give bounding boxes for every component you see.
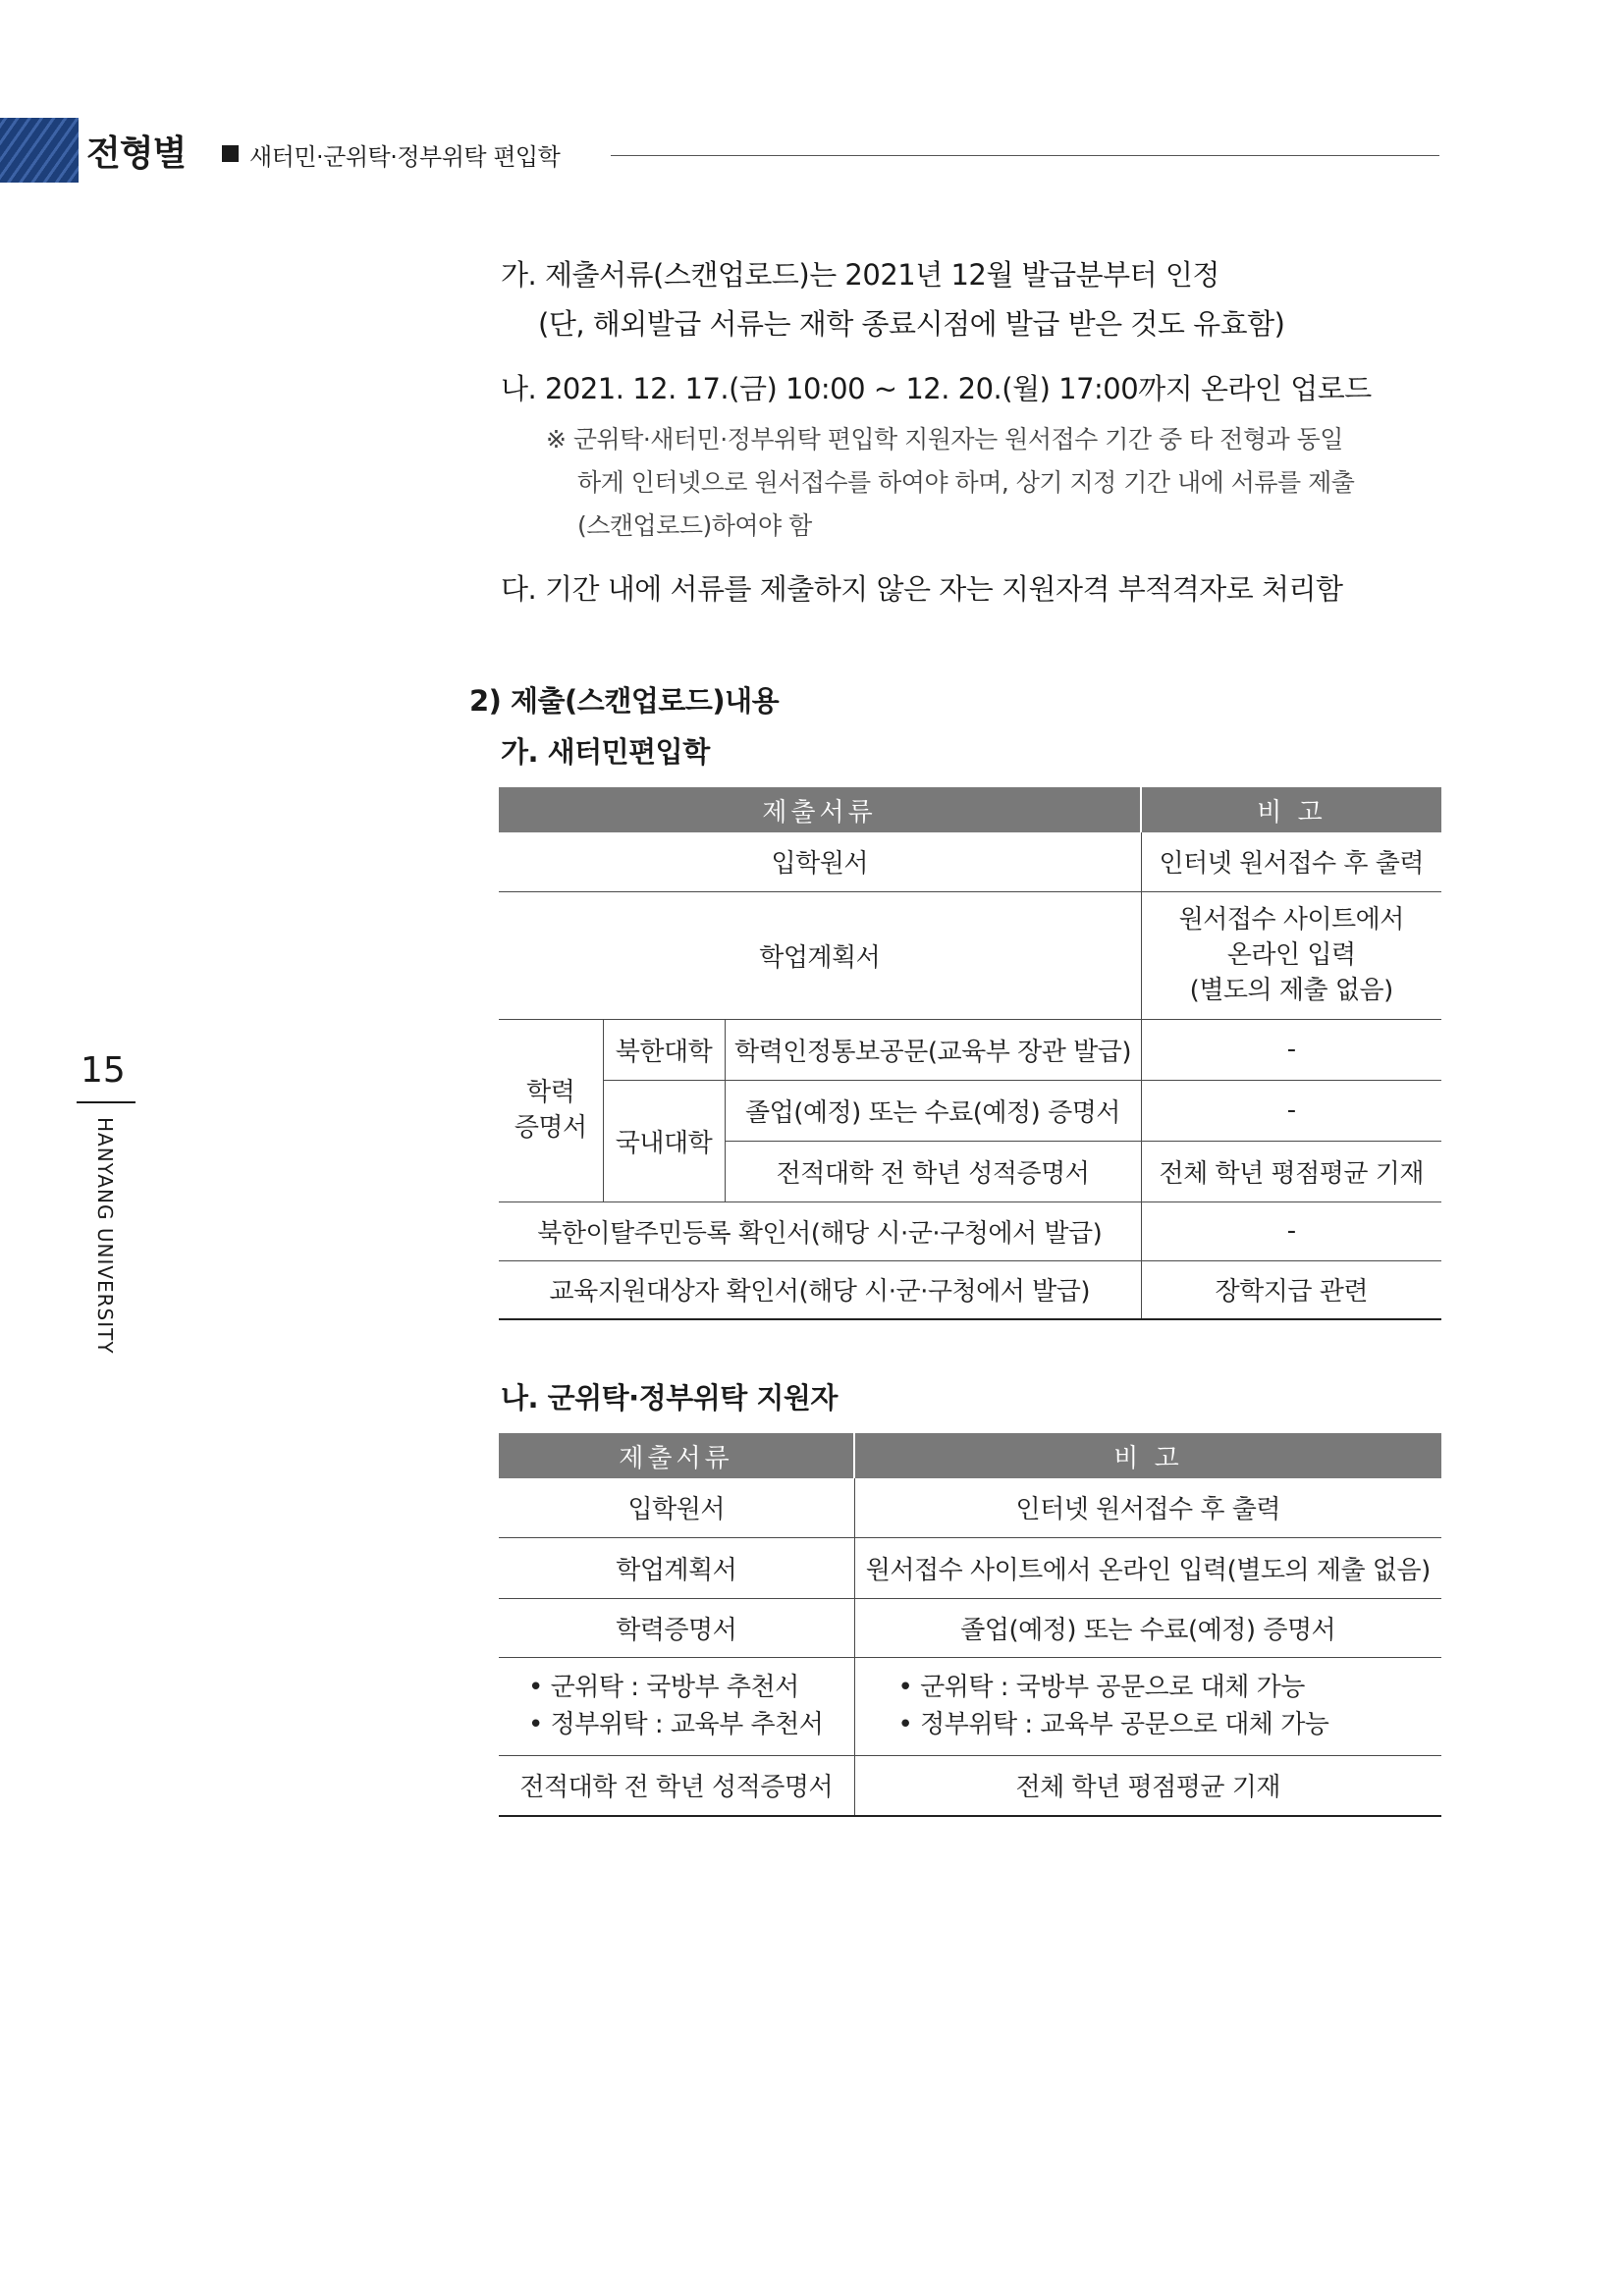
bullet-line: • 정부위탁 : 교육부 추천서: [528, 1710, 824, 1739]
table-row: [499, 832, 1441, 891]
item-da-line1: 다. 기간 내에 서류를 제출하지 않은 자는 지원자격 부적격자로 처리함: [501, 572, 1343, 606]
table-row: [499, 1019, 1441, 1080]
doc-cell: 북한이탈주민등록 확인서(해당 시·군·구청에서 발급): [499, 1201, 1141, 1260]
edu-label-line: 증명서: [514, 1113, 587, 1143]
edu-cert-label: [499, 1019, 603, 1201]
section-subtitle: 새터민·군위탁·정부위탁 편입학: [249, 143, 561, 171]
header-note: 비 고: [1141, 787, 1441, 832]
doc-cell: 입학원서: [771, 849, 868, 880]
item-ga-line1: 가. 제출서류(스캔업로드)는 2021년 12월 발급분부터 인정: [501, 258, 1219, 292]
doc-cell: 전적대학 전 학년 성적증명서: [725, 1141, 1141, 1201]
edu-label-line: 학력: [526, 1078, 575, 1107]
note-cell: 인터넷 원서접수 후 출력: [854, 1478, 1441, 1537]
table-row: [499, 891, 1441, 1019]
note-cell: 인터넷 원서접수 후 출력: [1141, 832, 1441, 891]
square-bullet-icon: [222, 145, 239, 162]
note-cell: -: [1141, 1019, 1441, 1080]
note-cell: 졸업(예정) 또는 수료(예정) 증명서: [854, 1598, 1441, 1657]
item-ga-line2: (단, 해외발급 서류는 재학 종료시점에 발급 받은 것도 유효함): [538, 307, 1285, 341]
note-cell: [1141, 891, 1441, 1019]
note-cell: 장학지급 관련: [1141, 1260, 1441, 1319]
table-saeteomin: [499, 787, 1441, 1320]
bullet-line: • 군위탁 : 국방부 추천서: [528, 1673, 799, 1702]
note-cell: -: [1141, 1080, 1441, 1141]
bullet-line: • 정부위탁 : 교육부 공문으로 대체 가능: [897, 1710, 1329, 1739]
doc-cell: 교육지원대상자 확인서(해당 시·군·구청에서 발급): [499, 1260, 1141, 1319]
note-cell: 전체 학년 평점평균 기재: [854, 1755, 1441, 1816]
note-cell: 전체 학년 평점평균 기재: [1141, 1141, 1441, 1201]
note-line3: (스캔업로드)하여야 함: [577, 511, 812, 540]
doc-cell: [499, 1657, 854, 1755]
domestic-univ-cell: 국내대학: [603, 1080, 725, 1201]
doc-cell: 입학원서: [627, 1495, 725, 1525]
north-univ-cell: 북한대학: [603, 1019, 725, 1080]
note-line: (별도의 제출 없음): [1189, 976, 1393, 1005]
section2-heading: 2) 제출(스캔업로드)내용: [469, 684, 780, 718]
note-cell: -: [1141, 1201, 1441, 1260]
note-line1: ※ 군위탁·새터민·정부위탁 편입학 지원자는 원서접수 기간 중 타 전형과 동일: [546, 425, 1343, 454]
note-line2: 하게 인터넷으로 원서접수를 하여야 하며, 상기 지정 기간 내에 서류를 제출: [577, 468, 1355, 497]
header-rule: [611, 155, 1439, 156]
section2-sub-b: 나. 군위탁·정부위탁 지원자: [501, 1381, 838, 1415]
note-line: 온라인 입력: [1226, 940, 1356, 970]
note-cell: [854, 1657, 1441, 1755]
item-na-line1: 나. 2021. 12. 17.(금) 10:00 ~ 12. 20.(월) 17:00까지 온라인 업로드: [501, 372, 1372, 405]
doc-cell: 학업계획서: [499, 891, 1141, 1019]
doc-cell: 학력증명서: [499, 1598, 854, 1657]
table-row: [499, 1537, 1441, 1598]
table-row: [499, 1598, 1441, 1657]
header-stripe-block: [0, 118, 79, 183]
header-docs: 제출서류: [499, 787, 1141, 832]
section2-sub-a: 가. 새터민편입학: [501, 735, 710, 769]
doc-cell: 졸업(예정) 또는 수료(예정) 증명서: [725, 1080, 1141, 1141]
table-row: [499, 1478, 1441, 1537]
table-row: [499, 1657, 1441, 1755]
doc-cell: 학업계획서: [499, 1537, 854, 1598]
page-number: 15: [81, 1050, 126, 1091]
note-line: 원서접수 사이트에서: [1178, 905, 1404, 934]
doc-cell: 학력인정통보공문(교육부 장관 발급): [725, 1019, 1141, 1080]
table-row: [499, 1260, 1441, 1319]
bullet-line: • 군위탁 : 국방부 공문으로 대체 가능: [897, 1673, 1305, 1702]
doc-cell: 전적대학 전 학년 성적증명서: [499, 1755, 854, 1816]
table-military-government: [499, 1433, 1441, 1817]
table-row: [499, 1080, 1441, 1141]
note-cell: 원서접수 사이트에서 온라인 입력(별도의 제출 없음): [854, 1537, 1441, 1598]
university-vertical-label: HANYANG UNIVERSITY: [93, 1117, 117, 1355]
table-row: [499, 1755, 1441, 1816]
header-docs: 제출서류: [499, 1433, 854, 1478]
section-title: 전형별: [86, 133, 187, 174]
table-header-row: [499, 1433, 1441, 1478]
page-number-rule: [77, 1101, 135, 1103]
table-row: [499, 1201, 1441, 1260]
header-note: 비 고: [854, 1433, 1441, 1478]
table-header-row: [499, 787, 1441, 832]
